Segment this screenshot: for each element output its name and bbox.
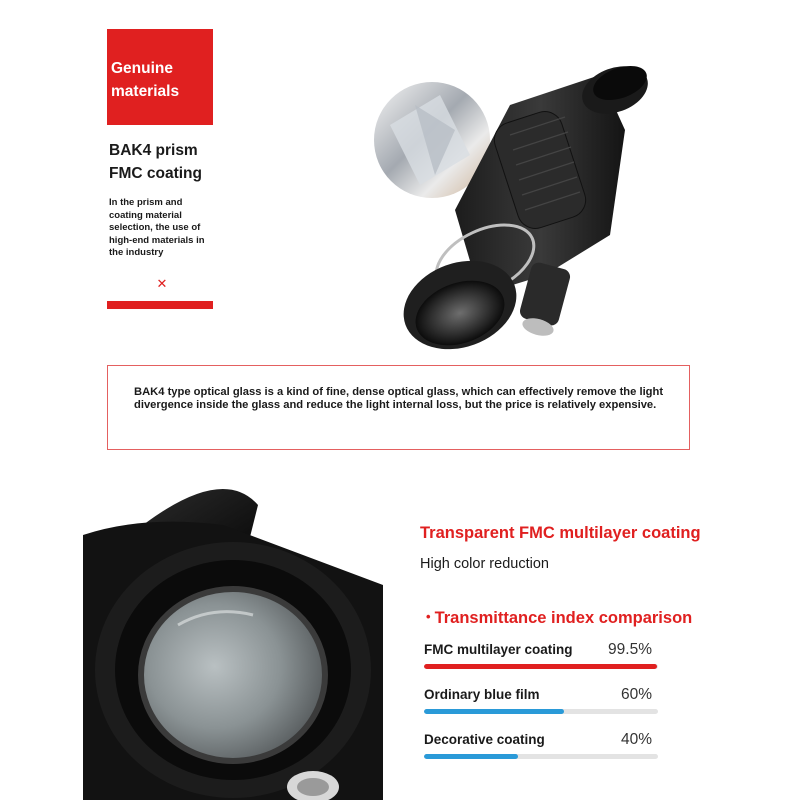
card-header bbox=[107, 29, 213, 125]
card-title: BAK4 prism FMC coating bbox=[109, 142, 202, 182]
metric-value: 99.5% bbox=[608, 641, 652, 658]
metric-fill bbox=[424, 754, 518, 759]
metric-blue-film bbox=[424, 686, 660, 716]
metric-value: 60% bbox=[620, 686, 652, 703]
metric-label: FMC multilayer coating bbox=[424, 642, 573, 657]
lens-closeup-image bbox=[83, 465, 383, 800]
monocular-image bbox=[360, 35, 650, 355]
metric-fill bbox=[424, 709, 564, 714]
comparison-title-text: Transmittance index comparison bbox=[434, 609, 693, 627]
metric-fill bbox=[424, 664, 657, 669]
card-accent-bar bbox=[107, 301, 213, 309]
bak4-description-text: BAK4 type optical glass is a kind of fine, dense optical glass, which can effectively remove the light divergence inside the glass and reduce the light internal loss, but the price is relatively expensive. bbox=[134, 386, 664, 411]
metric-label: Ordinary blue film bbox=[424, 687, 540, 702]
bak4-description-box bbox=[107, 365, 690, 450]
coating-title: Transparent FMC multilayer coating bbox=[420, 524, 701, 542]
metric-label: Decorative coating bbox=[424, 732, 545, 747]
close-icon: ✕ bbox=[156, 276, 168, 291]
comparison-title bbox=[426, 606, 786, 629]
card-header-text: Genuine materials bbox=[111, 60, 180, 100]
coating-subtitle: High color reduction bbox=[420, 556, 549, 572]
bullet-icon: • bbox=[426, 609, 431, 624]
metric-decorative bbox=[424, 731, 660, 761]
metric-track bbox=[424, 754, 658, 759]
metric-track bbox=[424, 709, 658, 714]
materials-card bbox=[107, 29, 213, 309]
metric-fmc bbox=[424, 641, 660, 671]
metric-track bbox=[424, 664, 658, 669]
metric-value: 40% bbox=[620, 731, 652, 748]
card-description: In the prism and coating material selection, the use of high-end materials in the industry bbox=[109, 197, 205, 258]
